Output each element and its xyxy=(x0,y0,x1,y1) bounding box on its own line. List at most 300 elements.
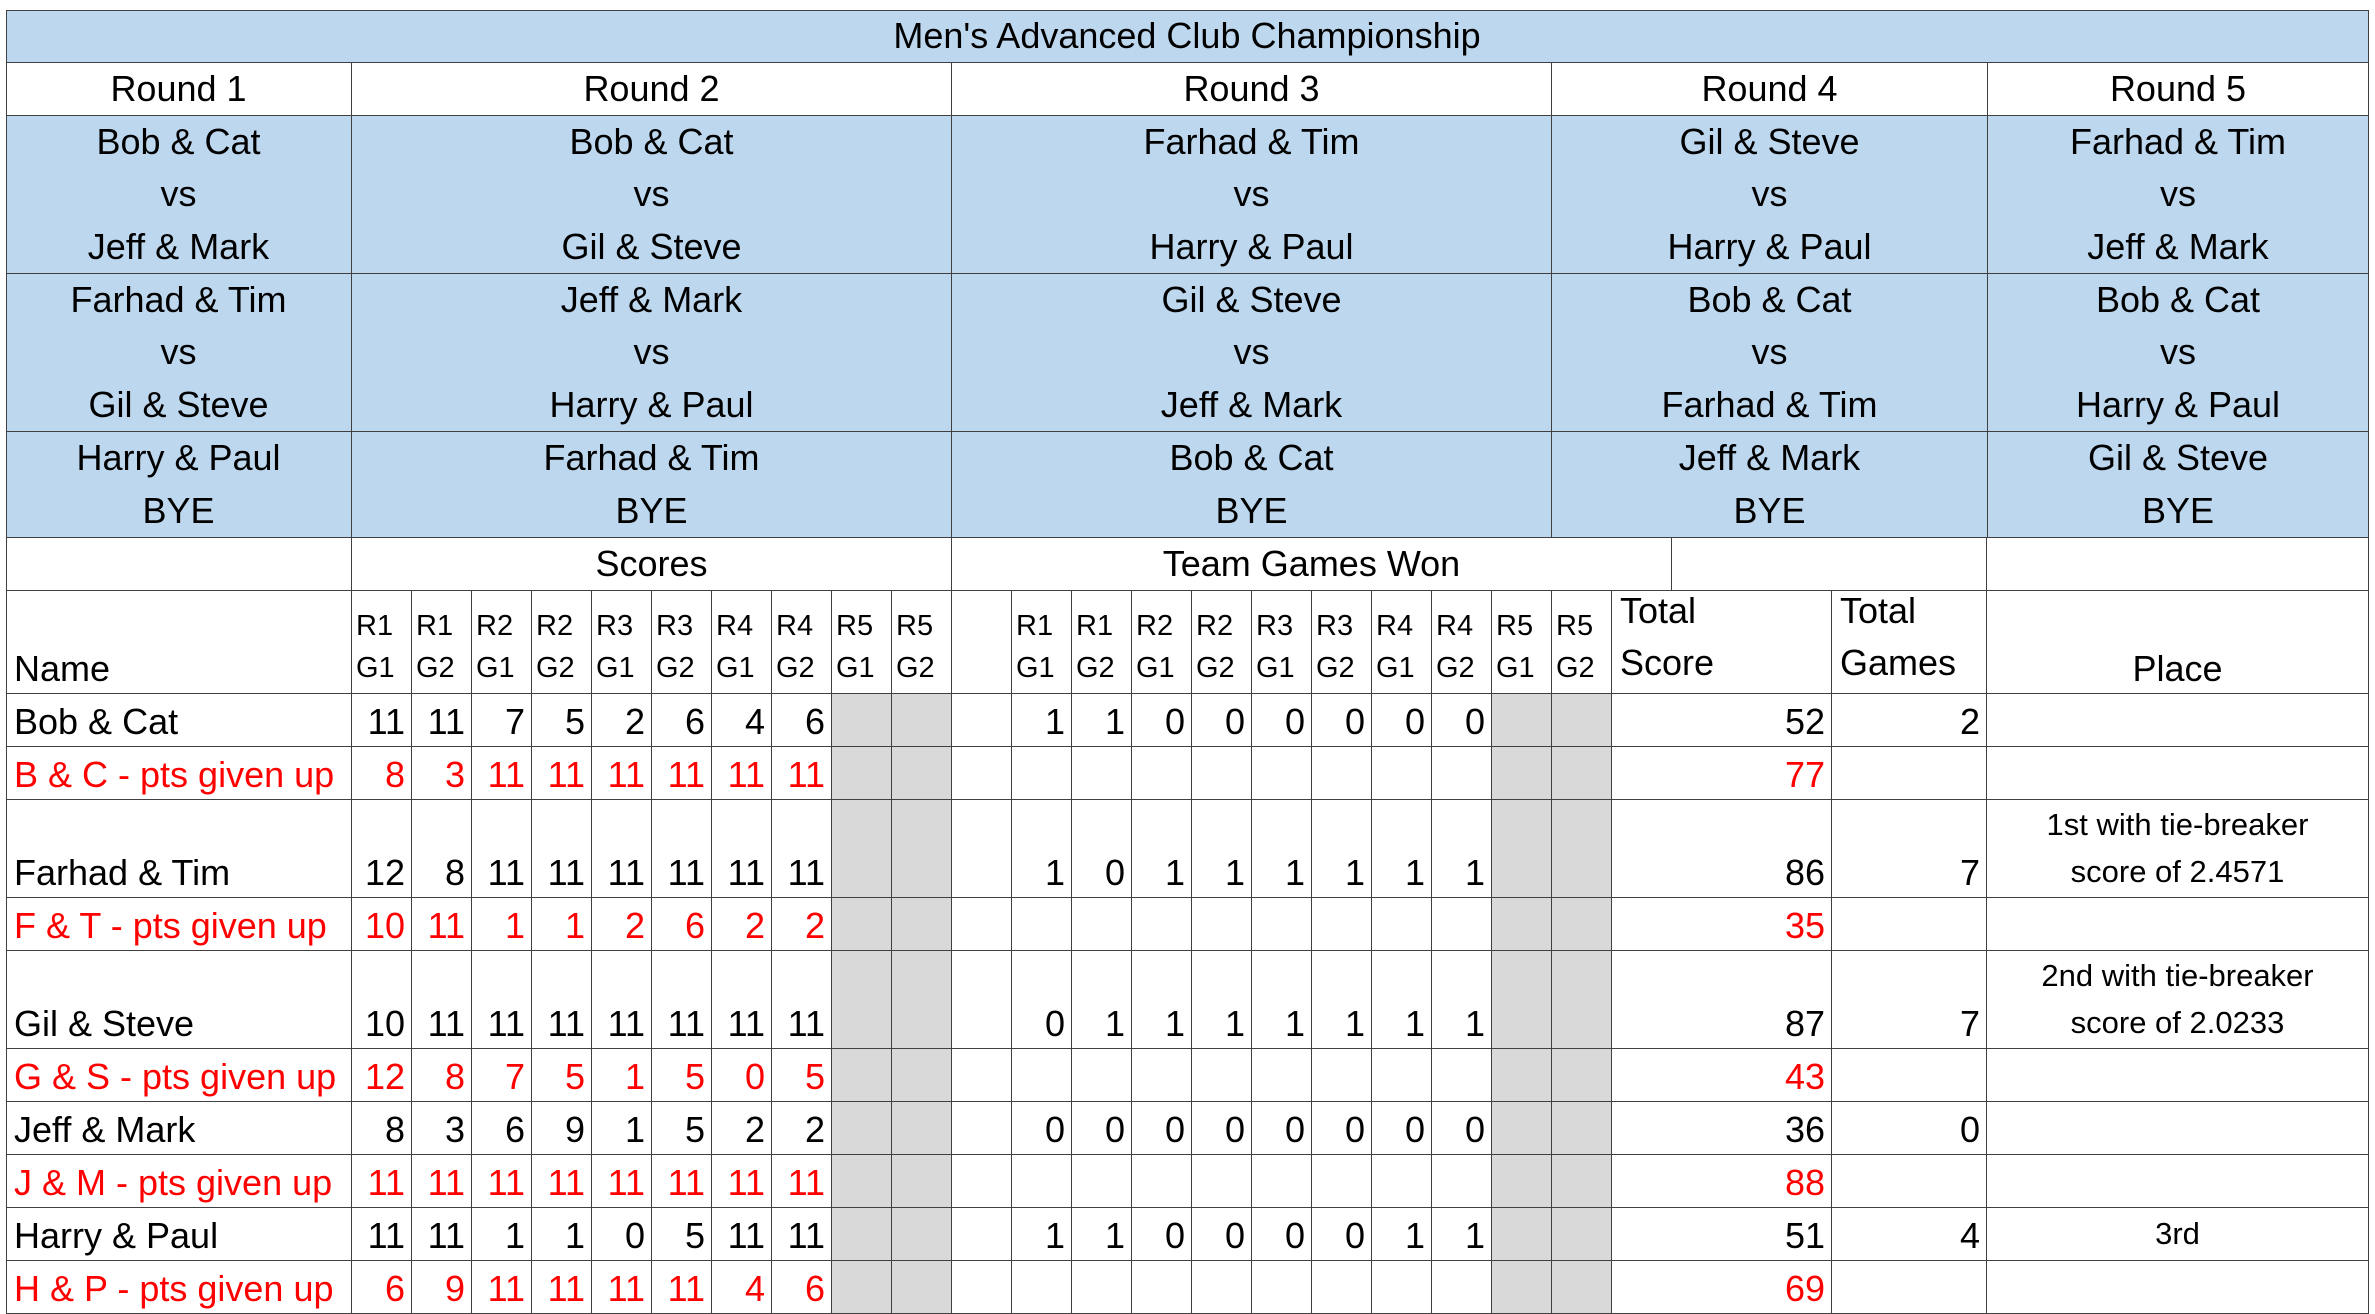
total-score-value: 36 xyxy=(1784,1109,1825,1150)
points-given-up-label xyxy=(6,1049,352,1102)
given-up-cell xyxy=(592,1261,652,1314)
games-won-cell xyxy=(1012,800,1072,898)
game-abbrev: G1 xyxy=(1256,651,1295,684)
total-games-header-line: Games xyxy=(1840,641,1957,683)
given-up-cell xyxy=(652,1049,712,1102)
score-cell xyxy=(832,694,892,747)
games-won-value: 1 xyxy=(1404,1003,1425,1044)
games-won-cell xyxy=(1492,800,1552,898)
score-cell xyxy=(892,951,952,1049)
blank-cell xyxy=(1372,1155,1432,1208)
place-header-text: Place xyxy=(2132,648,2223,689)
games-won-cell xyxy=(1432,951,1492,1049)
round-abbrev: R2 xyxy=(476,609,514,642)
score-value: 11 xyxy=(427,1003,465,1044)
round-2-match-2 xyxy=(352,274,952,432)
games-won-value: 0 xyxy=(1404,1109,1425,1150)
games-won-value: 1 xyxy=(1044,1215,1065,1256)
blank-cell xyxy=(1252,747,1312,800)
score-value: 6 xyxy=(684,701,705,742)
games-won-cell xyxy=(1192,1208,1252,1261)
spacer-cell xyxy=(952,694,1012,747)
score-value: 7 xyxy=(504,701,525,742)
games-won-cell xyxy=(1252,951,1312,1049)
score-value: 3 xyxy=(444,1109,465,1150)
versus-label: vs xyxy=(633,331,670,373)
score-value: 1 xyxy=(504,1215,525,1256)
games-won-cell xyxy=(1252,800,1312,898)
team-name: Harry & Paul xyxy=(14,1215,219,1256)
given-up-cell xyxy=(472,1261,532,1314)
given-up-value: 11 xyxy=(787,1162,825,1203)
score-cell xyxy=(832,951,892,1049)
team-row-name xyxy=(6,800,352,898)
games-won-cell xyxy=(1012,1208,1072,1261)
total-score-value: 51 xyxy=(1784,1215,1825,1256)
versus-label: vs xyxy=(160,331,197,373)
given-up-cell xyxy=(712,747,772,800)
round-4-match-1 xyxy=(1552,116,1988,274)
team-name: Jeff & Mark xyxy=(14,1109,196,1150)
team-name: Farhad & Tim xyxy=(1143,121,1360,163)
round-abbrev: R5 xyxy=(1496,609,1534,642)
blank-cell xyxy=(1987,1049,2369,1102)
points-given-up-label xyxy=(6,747,352,800)
team-row-name xyxy=(6,1208,352,1261)
round-5-match-2 xyxy=(1988,274,2369,432)
game-abbrev: G1 xyxy=(716,651,755,684)
given-up-total-value: 69 xyxy=(1784,1268,1825,1309)
games-won-value: 0 xyxy=(1164,1109,1185,1150)
team-games-won-text: Team Games Won xyxy=(1162,543,1461,584)
given-up-total-value: 43 xyxy=(1784,1056,1825,1097)
given-up-value: 11 xyxy=(667,1268,705,1309)
blank-cell xyxy=(1012,898,1072,951)
total-games-cell xyxy=(1832,1102,1987,1155)
score-cell xyxy=(592,694,652,747)
total-score-cell xyxy=(1612,800,1832,898)
given-up-value: 11 xyxy=(427,905,465,946)
score-cell xyxy=(412,1102,472,1155)
won-header-R4G1 xyxy=(1372,591,1432,694)
team-name: Bob & Cat xyxy=(1169,437,1334,479)
place-text: score of 2.0233 xyxy=(2070,1004,2285,1040)
spacer-cell xyxy=(952,1155,1012,1208)
total-score-cell xyxy=(1612,1208,1832,1261)
score-value: 12 xyxy=(364,852,405,893)
given-up-cell xyxy=(892,898,952,951)
blank-cell xyxy=(1492,898,1552,951)
games-won-cell xyxy=(1372,694,1432,747)
given-up-cell xyxy=(592,1155,652,1208)
round-label: Round 2 xyxy=(583,68,720,109)
given-up-value: 5 xyxy=(684,1056,705,1097)
place-text: 3rd xyxy=(2155,1215,2200,1251)
games-won-cell xyxy=(1132,800,1192,898)
blank-cell xyxy=(1552,747,1612,800)
total-games-header xyxy=(1832,591,1987,694)
bye-label: BYE xyxy=(615,489,688,531)
games-won-value: 0 xyxy=(1224,1109,1245,1150)
given-up-cell xyxy=(472,1155,532,1208)
points-given-up-label xyxy=(6,1155,352,1208)
games-won-value: 0 xyxy=(1164,701,1185,742)
spacer-cell xyxy=(952,951,1012,1049)
score-value: 11 xyxy=(727,1215,765,1256)
games-won-value: 0 xyxy=(1224,1215,1245,1256)
team-name: Harry & Paul xyxy=(1667,225,1872,267)
blank-cell xyxy=(1432,747,1492,800)
blank-cell xyxy=(1132,1155,1192,1208)
blank-cell xyxy=(1432,898,1492,951)
games-won-cell xyxy=(1252,694,1312,747)
round-3-match-3 xyxy=(952,432,1552,538)
total-score-cell xyxy=(1612,694,1832,747)
score-cell xyxy=(352,951,412,1049)
total-games-cell xyxy=(1832,1208,1987,1261)
given-up-cell xyxy=(772,747,832,800)
score-cell xyxy=(892,694,952,747)
given-up-value: 11 xyxy=(787,754,825,795)
games-won-cell xyxy=(1432,1102,1492,1155)
score-value: 11 xyxy=(547,1003,585,1044)
given-up-cell xyxy=(532,747,592,800)
round-1-match-1 xyxy=(6,116,352,274)
blank-cell xyxy=(1012,747,1072,800)
given-up-cell xyxy=(652,898,712,951)
score-cell xyxy=(772,800,832,898)
blank-cell xyxy=(1312,1049,1372,1102)
given-up-cell xyxy=(652,1155,712,1208)
games-won-cell xyxy=(1432,1208,1492,1261)
blank-cell xyxy=(1552,1155,1612,1208)
score-cell xyxy=(832,800,892,898)
games-won-cell xyxy=(1132,951,1192,1049)
games-won-cell xyxy=(1012,694,1072,747)
games-won-value: 1 xyxy=(1164,852,1185,893)
score-header-R2G1 xyxy=(472,591,532,694)
given-up-value: 5 xyxy=(804,1056,825,1097)
given-up-total-value: 35 xyxy=(1784,905,1825,946)
games-won-value: 0 xyxy=(1284,1109,1305,1150)
given-up-value: 11 xyxy=(727,754,765,795)
total-score-header-line: Score xyxy=(1620,641,1715,683)
given-up-cell xyxy=(352,1155,412,1208)
place-cell xyxy=(1987,800,2369,898)
score-cell xyxy=(892,1102,952,1155)
round-abbrev: R4 xyxy=(1376,609,1414,642)
given-up-cell xyxy=(412,1261,472,1314)
score-value: 1 xyxy=(624,1109,645,1150)
total-games-value: 2 xyxy=(1959,701,1980,742)
games-won-value: 1 xyxy=(1464,852,1485,893)
blank-cell xyxy=(1672,538,1987,591)
team-name: Gil & Steve xyxy=(2087,437,2269,479)
total-games-cell xyxy=(1832,800,1987,898)
team-name: Harry & Paul xyxy=(549,383,754,425)
games-won-cell xyxy=(1492,1208,1552,1261)
blank-cell xyxy=(1072,747,1132,800)
games-won-cell xyxy=(1312,1208,1372,1261)
score-cell xyxy=(352,1208,412,1261)
team-name: Gil & Steve xyxy=(88,383,269,425)
team-name: Farhad & Tim xyxy=(1661,383,1878,425)
given-up-cell xyxy=(472,1049,532,1102)
game-abbrev: G1 xyxy=(1016,651,1055,684)
games-won-value: 0 xyxy=(1224,701,1245,742)
games-won-value: 1 xyxy=(1404,1215,1425,1256)
given-up-cell xyxy=(532,1155,592,1208)
score-cell xyxy=(412,951,472,1049)
blank-cell xyxy=(1252,1261,1312,1314)
blank-cell xyxy=(1312,1261,1372,1314)
score-cell xyxy=(772,1102,832,1155)
spacer-cell xyxy=(952,1208,1012,1261)
score-value: 6 xyxy=(804,701,825,742)
team-name: Jeff & Mark xyxy=(1160,383,1343,425)
games-won-cell xyxy=(1252,1208,1312,1261)
given-up-cell xyxy=(532,1049,592,1102)
given-up-value: 11 xyxy=(487,1268,525,1309)
scores-section-header xyxy=(352,538,952,591)
round-label: Round 5 xyxy=(2109,68,2247,109)
score-value: 11 xyxy=(667,1003,705,1044)
team-name: Gil & Steve xyxy=(14,1003,195,1044)
score-cell xyxy=(772,1208,832,1261)
given-up-cell xyxy=(652,747,712,800)
round-abbrev: R4 xyxy=(716,609,754,642)
total-games-value: 7 xyxy=(1959,852,1980,893)
blank-cell xyxy=(1192,747,1252,800)
games-won-value: 1 xyxy=(1224,852,1245,893)
given-up-value: 6 xyxy=(384,1268,405,1309)
score-value: 11 xyxy=(487,1003,525,1044)
blank-cell xyxy=(1312,898,1372,951)
games-won-cell xyxy=(1072,800,1132,898)
games-won-value: 1 xyxy=(1344,1003,1365,1044)
team-row-name xyxy=(6,694,352,747)
given-up-cell xyxy=(412,747,472,800)
game-abbrev: G2 xyxy=(1436,651,1475,684)
total-score-value: 52 xyxy=(1784,701,1825,742)
games-won-cell xyxy=(1072,1102,1132,1155)
games-won-cell xyxy=(1312,694,1372,747)
score-value: 5 xyxy=(684,1109,705,1150)
name-header-text: Name xyxy=(14,648,111,689)
games-won-cell xyxy=(1192,1102,1252,1155)
games-won-value: 1 xyxy=(1164,1003,1185,1044)
game-abbrev: G1 xyxy=(596,651,635,684)
games-won-cell xyxy=(1312,800,1372,898)
games-won-cell xyxy=(1372,951,1432,1049)
given-up-value: 1 xyxy=(624,1056,645,1097)
given-up-cell xyxy=(712,1261,772,1314)
bye-label: BYE xyxy=(142,489,215,531)
blank-cell xyxy=(1492,747,1552,800)
score-cell xyxy=(592,1208,652,1261)
team-name: Farhad & Tim xyxy=(14,852,231,893)
given-up-cell xyxy=(832,1155,892,1208)
versus-label: vs xyxy=(1233,331,1270,373)
round-abbrev: R1 xyxy=(416,609,454,642)
given-up-value: 5 xyxy=(564,1056,585,1097)
given-up-cell xyxy=(772,1155,832,1208)
versus-label: vs xyxy=(160,173,197,215)
place-cell xyxy=(1987,694,2369,747)
spacer-cell xyxy=(952,1049,1012,1102)
score-cell xyxy=(832,1208,892,1261)
game-abbrev: G2 xyxy=(896,651,935,684)
games-won-value: 0 xyxy=(1104,1109,1125,1150)
score-cell xyxy=(472,951,532,1049)
given-up-cell xyxy=(892,1261,952,1314)
versus-label: vs xyxy=(1233,173,1270,215)
won-header-R2G2 xyxy=(1192,591,1252,694)
team-row-name xyxy=(6,1102,352,1155)
total-score-cell xyxy=(1612,1102,1832,1155)
given-up-value: 6 xyxy=(684,905,705,946)
given-up-value: 7 xyxy=(504,1056,525,1097)
total-games-value: 0 xyxy=(1959,1109,1980,1150)
won-header-R1G1 xyxy=(1012,591,1072,694)
score-value: 2 xyxy=(744,1109,765,1150)
score-cell xyxy=(352,1102,412,1155)
round-header-3 xyxy=(952,63,1552,116)
round-header-4 xyxy=(1552,63,1988,116)
given-up-value: 11 xyxy=(547,754,585,795)
total-games-cell xyxy=(1832,951,1987,1049)
round-4-match-2 xyxy=(1552,274,1988,432)
round-abbrev: R4 xyxy=(776,609,814,642)
team-name: Harry & Paul xyxy=(1149,225,1354,267)
given-up-cell xyxy=(712,1155,772,1208)
spacer-cell xyxy=(952,591,1012,694)
blank-cell xyxy=(1312,747,1372,800)
given-up-value: 11 xyxy=(547,1268,585,1309)
blank-cell xyxy=(1192,1049,1252,1102)
score-header-R4G1 xyxy=(712,591,772,694)
games-won-value: 1 xyxy=(1344,852,1365,893)
games-won-cell xyxy=(1072,694,1132,747)
versus-label: vs xyxy=(1751,331,1788,373)
games-won-value: 0 xyxy=(1344,1215,1365,1256)
versus-label: vs xyxy=(633,173,670,215)
score-value: 5 xyxy=(564,701,585,742)
place-text: 1st with tie-breaker xyxy=(2046,807,2309,842)
game-abbrev: G2 xyxy=(776,651,815,684)
team-name: Jeff & Mark xyxy=(87,225,270,267)
blank-cell xyxy=(1987,1261,2369,1314)
given-up-cell xyxy=(712,1049,772,1102)
given-up-cell xyxy=(712,898,772,951)
given-up-cell xyxy=(772,1261,832,1314)
place-text: 2nd with tie-breaker xyxy=(2041,958,2314,993)
given-up-value: 11 xyxy=(547,1162,585,1203)
blank-cell xyxy=(1072,1261,1132,1314)
given-up-cell xyxy=(772,1049,832,1102)
score-cell xyxy=(412,800,472,898)
games-won-cell xyxy=(1432,694,1492,747)
given-up-cell xyxy=(832,1049,892,1102)
games-won-value: 1 xyxy=(1404,852,1425,893)
score-cell xyxy=(472,1208,532,1261)
round-2-match-1 xyxy=(352,116,952,274)
team-name: Bob & Cat xyxy=(1687,279,1852,321)
given-up-cell xyxy=(472,747,532,800)
blank-cell xyxy=(1832,1261,1987,1314)
score-header-R1G2 xyxy=(412,591,472,694)
games-won-cell xyxy=(1192,951,1252,1049)
blank-cell xyxy=(1252,1155,1312,1208)
blank-cell xyxy=(1192,1155,1252,1208)
games-won-cell xyxy=(1072,951,1132,1049)
games-won-cell xyxy=(1372,800,1432,898)
total-games-value: 7 xyxy=(1959,1003,1980,1044)
games-won-value: 1 xyxy=(1104,1003,1125,1044)
games-won-value: 0 xyxy=(1104,852,1125,893)
blank-cell xyxy=(1012,1261,1072,1314)
given-up-value: 11 xyxy=(667,754,705,795)
round-5-match-3 xyxy=(1988,432,2369,538)
round-abbrev: R3 xyxy=(1316,609,1354,642)
round-abbrev: R5 xyxy=(836,609,874,642)
blank-cell xyxy=(1192,1261,1252,1314)
games-won-value: 1 xyxy=(1284,852,1305,893)
place-cell xyxy=(1987,1102,2369,1155)
given-up-label: G & S - pts given up xyxy=(14,1056,337,1097)
given-up-total-value: 77 xyxy=(1784,754,1825,795)
team-name: Harry & Paul xyxy=(76,437,281,479)
given-up-cell xyxy=(892,1155,952,1208)
round-2-match-3 xyxy=(352,432,952,538)
place-cell xyxy=(1987,1208,2369,1261)
games-won-cell xyxy=(1132,694,1192,747)
games-won-cell xyxy=(1492,694,1552,747)
games-won-cell xyxy=(1552,694,1612,747)
score-cell xyxy=(412,694,472,747)
won-header-R3G1 xyxy=(1252,591,1312,694)
score-cell xyxy=(412,1208,472,1261)
given-up-cell xyxy=(352,1049,412,1102)
team-name: Bob & Cat xyxy=(14,701,179,742)
given-up-label: H & P - pts given up xyxy=(14,1268,334,1309)
blank-cell xyxy=(1132,1261,1192,1314)
score-cell xyxy=(472,800,532,898)
score-value: 0 xyxy=(624,1215,645,1256)
spacer-cell xyxy=(952,800,1012,898)
total-score-header xyxy=(1612,591,1832,694)
games-won-value: 1 xyxy=(1104,701,1125,742)
given-up-label: J & M - pts given up xyxy=(14,1162,333,1203)
given-up-cell xyxy=(352,747,412,800)
given-up-value: 1 xyxy=(504,905,525,946)
score-cell xyxy=(352,800,412,898)
given-up-cell xyxy=(892,747,952,800)
games-won-cell xyxy=(1132,1102,1192,1155)
games-won-cell xyxy=(1192,694,1252,747)
round-abbrev: R3 xyxy=(656,609,694,642)
games-won-value: 0 xyxy=(1464,1109,1485,1150)
team-name: Farhad & Tim xyxy=(543,437,760,479)
round-1-match-2 xyxy=(6,274,352,432)
total-games-header-line: Total xyxy=(1840,589,1917,631)
total-score-header-line: Total xyxy=(1620,589,1697,631)
round-abbrev: R3 xyxy=(1256,609,1294,642)
given-up-value: 4 xyxy=(744,1268,765,1309)
blank-cell xyxy=(1012,1049,1072,1102)
score-cell xyxy=(652,1102,712,1155)
won-header-R3G2 xyxy=(1312,591,1372,694)
